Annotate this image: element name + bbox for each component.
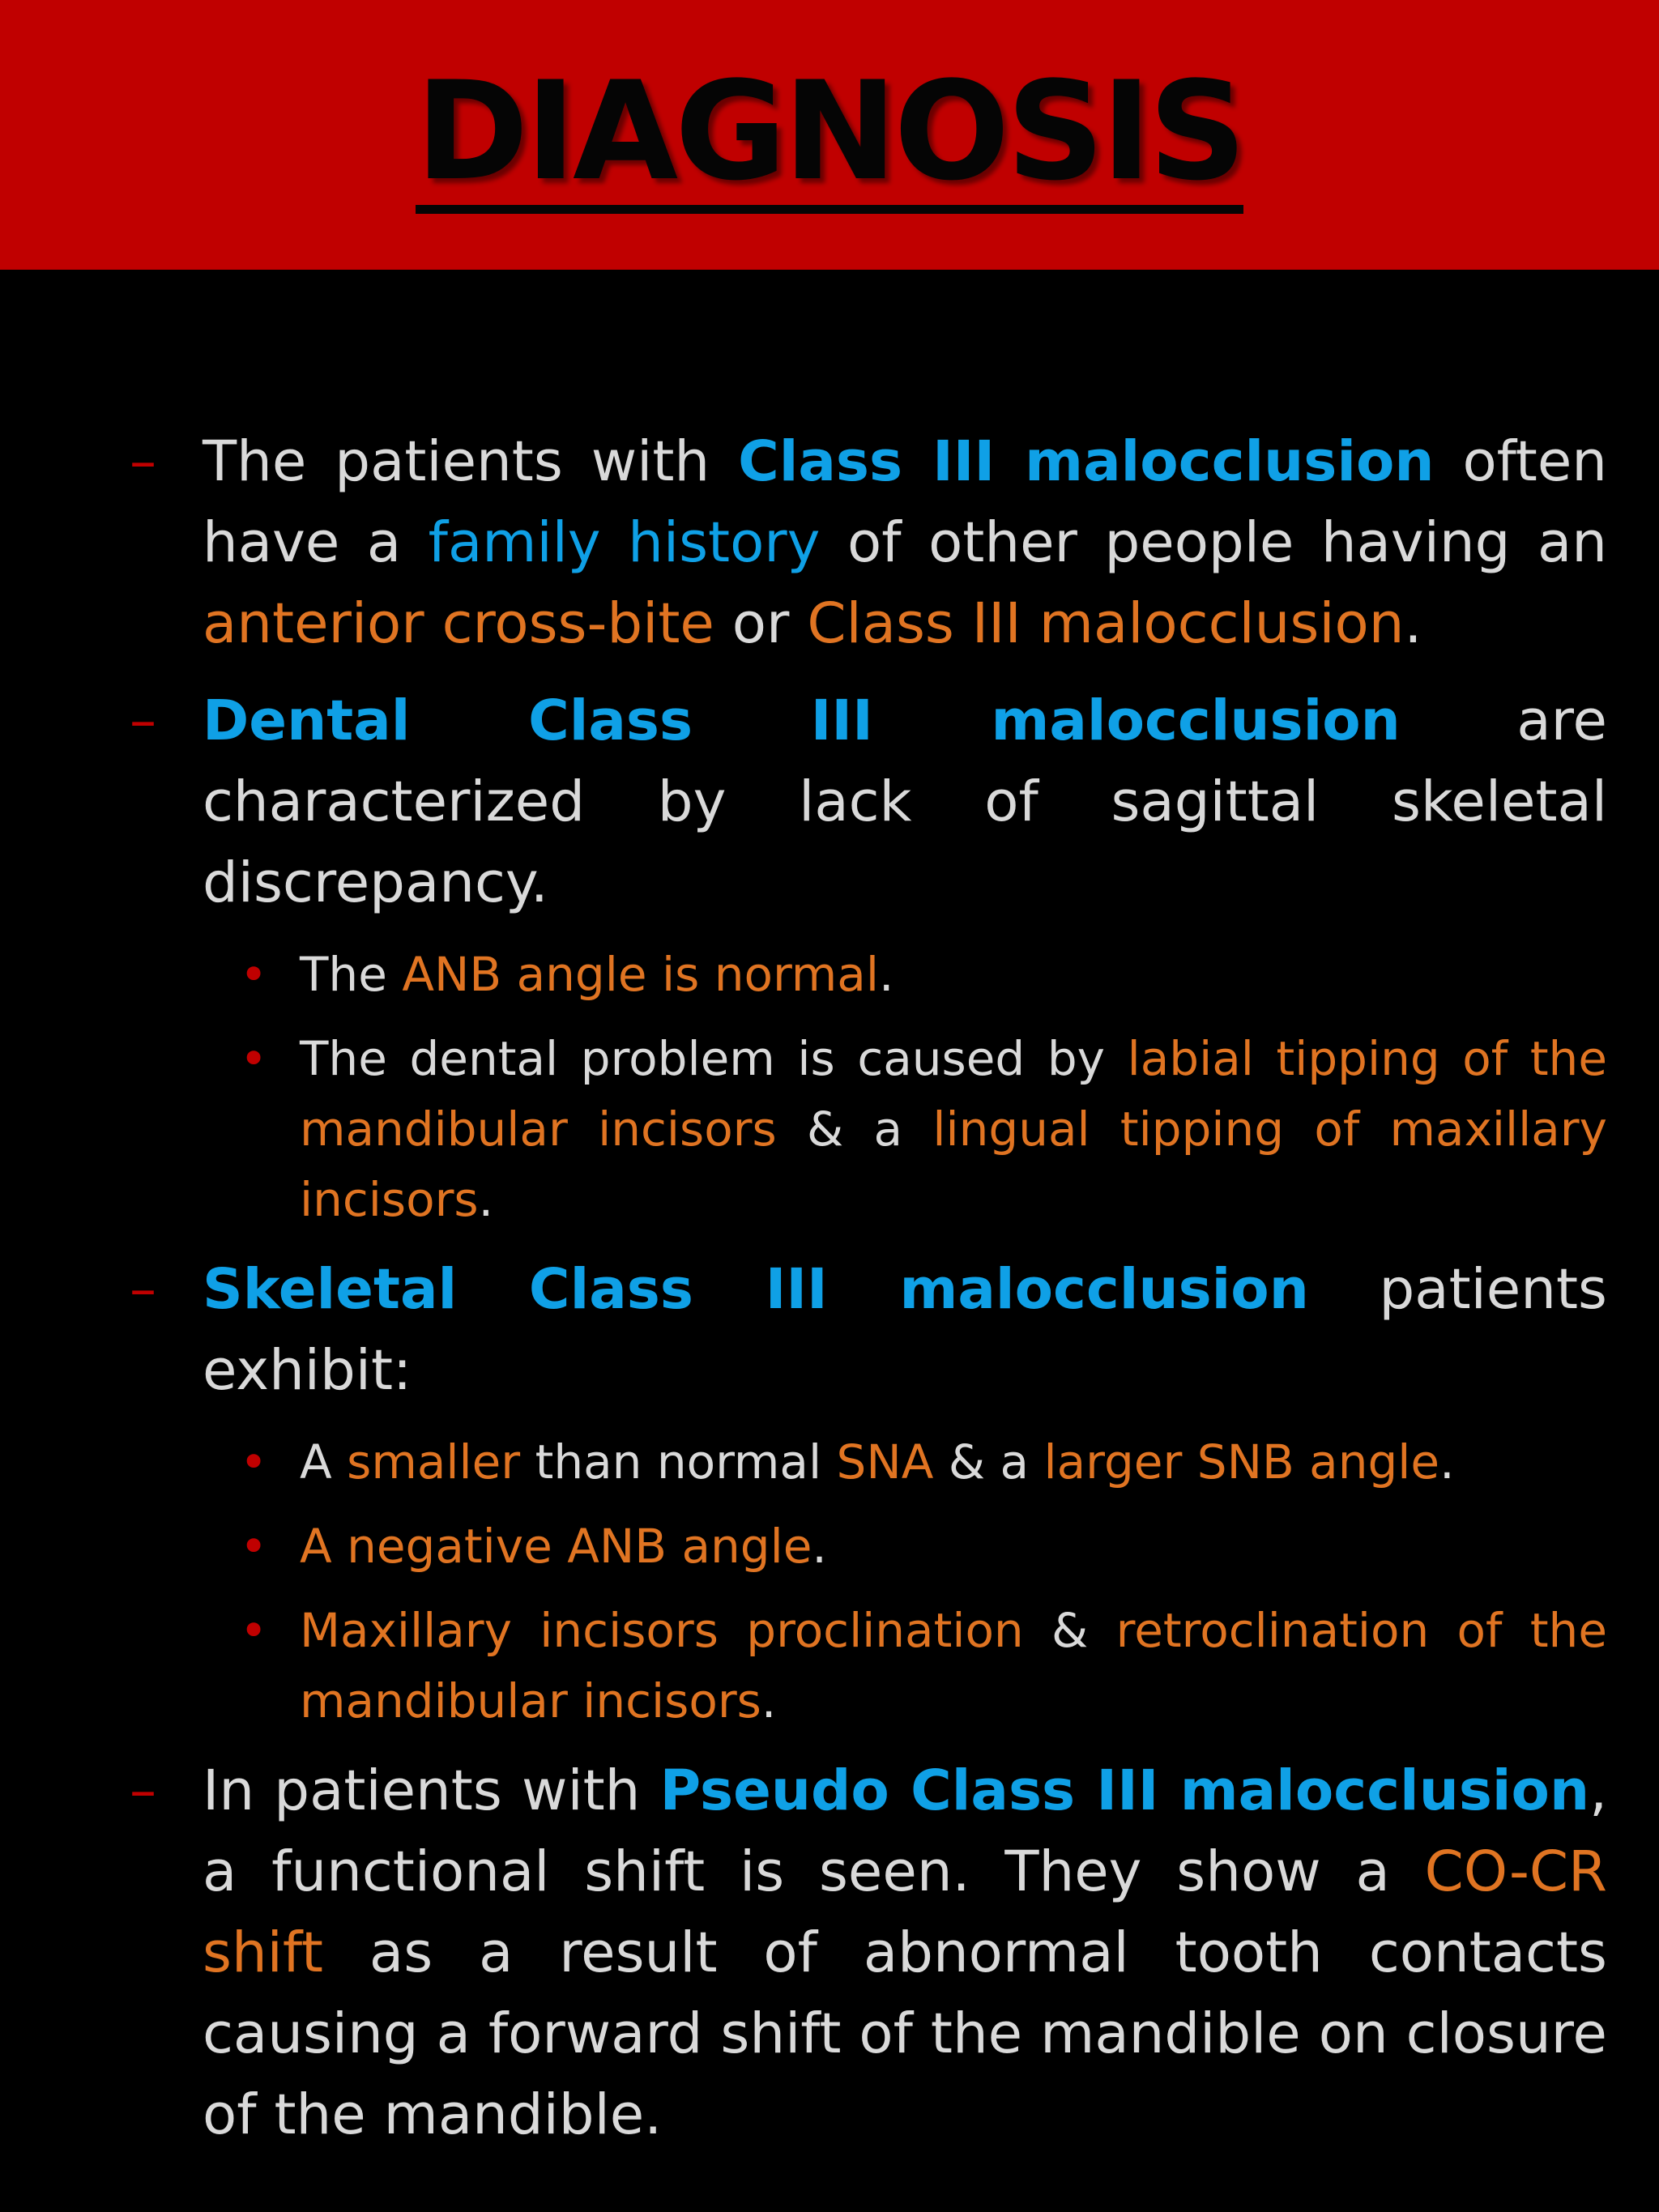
dash-bullet-icon: – [130, 689, 156, 752]
dot-bullet-icon: • [240, 1434, 268, 1490]
highlight-term: retroclination of the mandibular incisors [300, 1603, 1607, 1728]
text: In patients with [203, 1758, 660, 1823]
text: than normal [520, 1434, 837, 1490]
text: are characterized by lack of sagittal skeletal discrepancy. [203, 688, 1607, 915]
dot-bullet-icon: • [240, 947, 268, 1002]
page-title-text: DIAGNOSIS [416, 62, 1243, 214]
text: & a [776, 1102, 933, 1157]
bullet-pseudo-class-iii [0, 1750, 1659, 2155]
text: , a functional shift is seen. They show a [203, 1758, 1608, 1904]
dash-bullet-icon: – [130, 1759, 156, 1822]
text: . [478, 1172, 494, 1227]
highlight-term: Pseudo Class III malocclusion [659, 1758, 1590, 1823]
highlight-term: Maxillary incisors proclination [300, 1603, 1024, 1658]
slide-body [0, 421, 1659, 2172]
text: . [1404, 591, 1422, 656]
text: . [1439, 1434, 1455, 1490]
sub-bullet-negative-anb [0, 1511, 1659, 1582]
dash-bullet-icon: – [130, 430, 156, 492]
text: The patients with [203, 429, 739, 494]
text: or [714, 591, 808, 656]
highlight-term: CO-CR shift [203, 1839, 1607, 1985]
bullet-skeletal-class-iii [0, 1249, 1659, 1411]
text: often have a [203, 429, 1608, 575]
dot-bullet-icon: • [240, 1519, 268, 1574]
text: as a result of abnormal tooth contacts causing a forward shift of the mandible on closure of the mandible. [203, 1920, 1607, 2147]
text: The dental problem is caused by [300, 1031, 1128, 1086]
highlight-term: labial tipping of the mandibular incisors [300, 1031, 1607, 1157]
sub-bullet-sna-snb [0, 1427, 1659, 1498]
highlight-term: lingual tipping of maxillary incisors [300, 1102, 1607, 1227]
highlight-term: larger SNB angle [1043, 1434, 1440, 1490]
text: . [878, 947, 894, 1002]
highlight-term: ANB angle is normal [402, 947, 879, 1002]
highlight-term: family history [428, 510, 821, 575]
highlight-term: smaller [347, 1434, 521, 1490]
text: of other people having an [820, 510, 1607, 575]
highlight-term: Class III malocclusion [807, 591, 1405, 656]
bullet-family-history [0, 421, 1659, 664]
text: The [300, 947, 403, 1002]
page-title [0, 50, 1659, 214]
text: A [300, 1434, 348, 1490]
sub-bullet-incisor-inclination [0, 1596, 1659, 1737]
dot-bullet-icon: • [240, 1031, 268, 1086]
text: & [1023, 1603, 1116, 1658]
dot-bullet-icon: • [240, 1603, 268, 1658]
sub-bullet-anb-normal [0, 940, 1659, 1010]
dash-bullet-icon: – [130, 1258, 156, 1320]
text: & a [933, 1434, 1044, 1490]
highlight-term: A negative ANB angle [300, 1519, 812, 1574]
bullet-dental-class-iii [0, 680, 1659, 923]
highlight-term: anterior cross-bite [203, 591, 714, 656]
sub-bullet-dental-problem [0, 1024, 1659, 1235]
highlight-term: SNA [836, 1434, 934, 1490]
highlight-term: Skeletal Class III malocclusion [203, 1257, 1309, 1322]
text: patients exhibit: [203, 1257, 1607, 1403]
highlight-term: Dental Class III malocclusion [203, 688, 1401, 753]
text: . [761, 1673, 777, 1728]
text: . [812, 1519, 827, 1574]
highlight-term: Class III malocclusion [738, 429, 1435, 494]
